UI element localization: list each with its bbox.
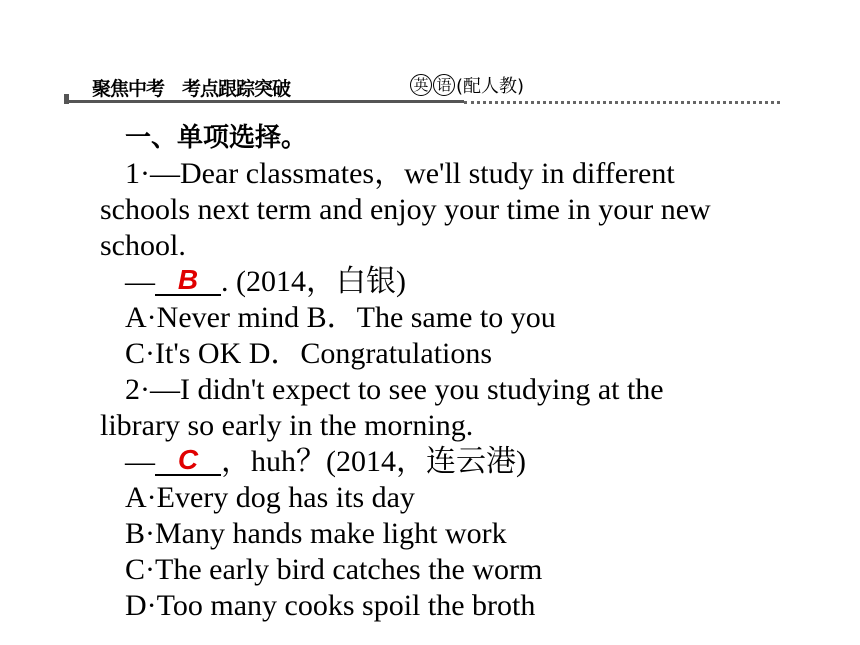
header-rule-solid (64, 100, 464, 103)
exercise-body (100, 120, 800, 624)
q1-stem-line: school. (100, 229, 186, 262)
q1-source: . (2014，白银) (221, 265, 406, 298)
subject-circled-char: 英 (410, 74, 432, 96)
q1-options-cd: C·It's OK D．Congratulations (125, 337, 493, 370)
q2-response-line (100, 444, 800, 480)
q2-option-a: A·Every dog has its day (125, 481, 415, 514)
header-subject (410, 72, 524, 98)
subject-circled-char: 语 (433, 74, 455, 96)
subject-edition: (配人教) (456, 76, 525, 97)
section-title: 一、单项选择。 (125, 123, 308, 153)
q1-answer: B (177, 264, 199, 295)
q2-stem-line: library so early in the morning. (100, 409, 474, 442)
q1-answer-blank (155, 266, 221, 296)
q2-option-d: D·Too many cooks spoil the broth (125, 589, 536, 622)
header-rule-dotted (464, 101, 780, 104)
q2-answer: C (177, 444, 199, 475)
q2-dash: — (125, 445, 155, 478)
q1-options-ab: A·Never mind B．The same to you (125, 301, 556, 334)
q1-response-line (100, 264, 800, 300)
q1-dash: — (125, 265, 155, 298)
q1-stem-line: 1·—Dear classmates，we'll study in different (125, 157, 675, 190)
q2-option-c: C·The early bird catches the worm (125, 553, 543, 586)
page-header (64, 66, 780, 106)
q2-option-b: B·Many hands make light work (125, 517, 507, 550)
q2-source: ，huh？(2014，连云港) (221, 445, 526, 478)
q1-stem-line: schools next term and enjoy your time in your new (100, 193, 711, 226)
q2-answer-blank (155, 446, 221, 476)
header-title: 聚焦中考 考点跟踪突破 (92, 78, 291, 100)
q2-stem-line: 2·—I didn't expect to see you studying at the (125, 373, 664, 406)
